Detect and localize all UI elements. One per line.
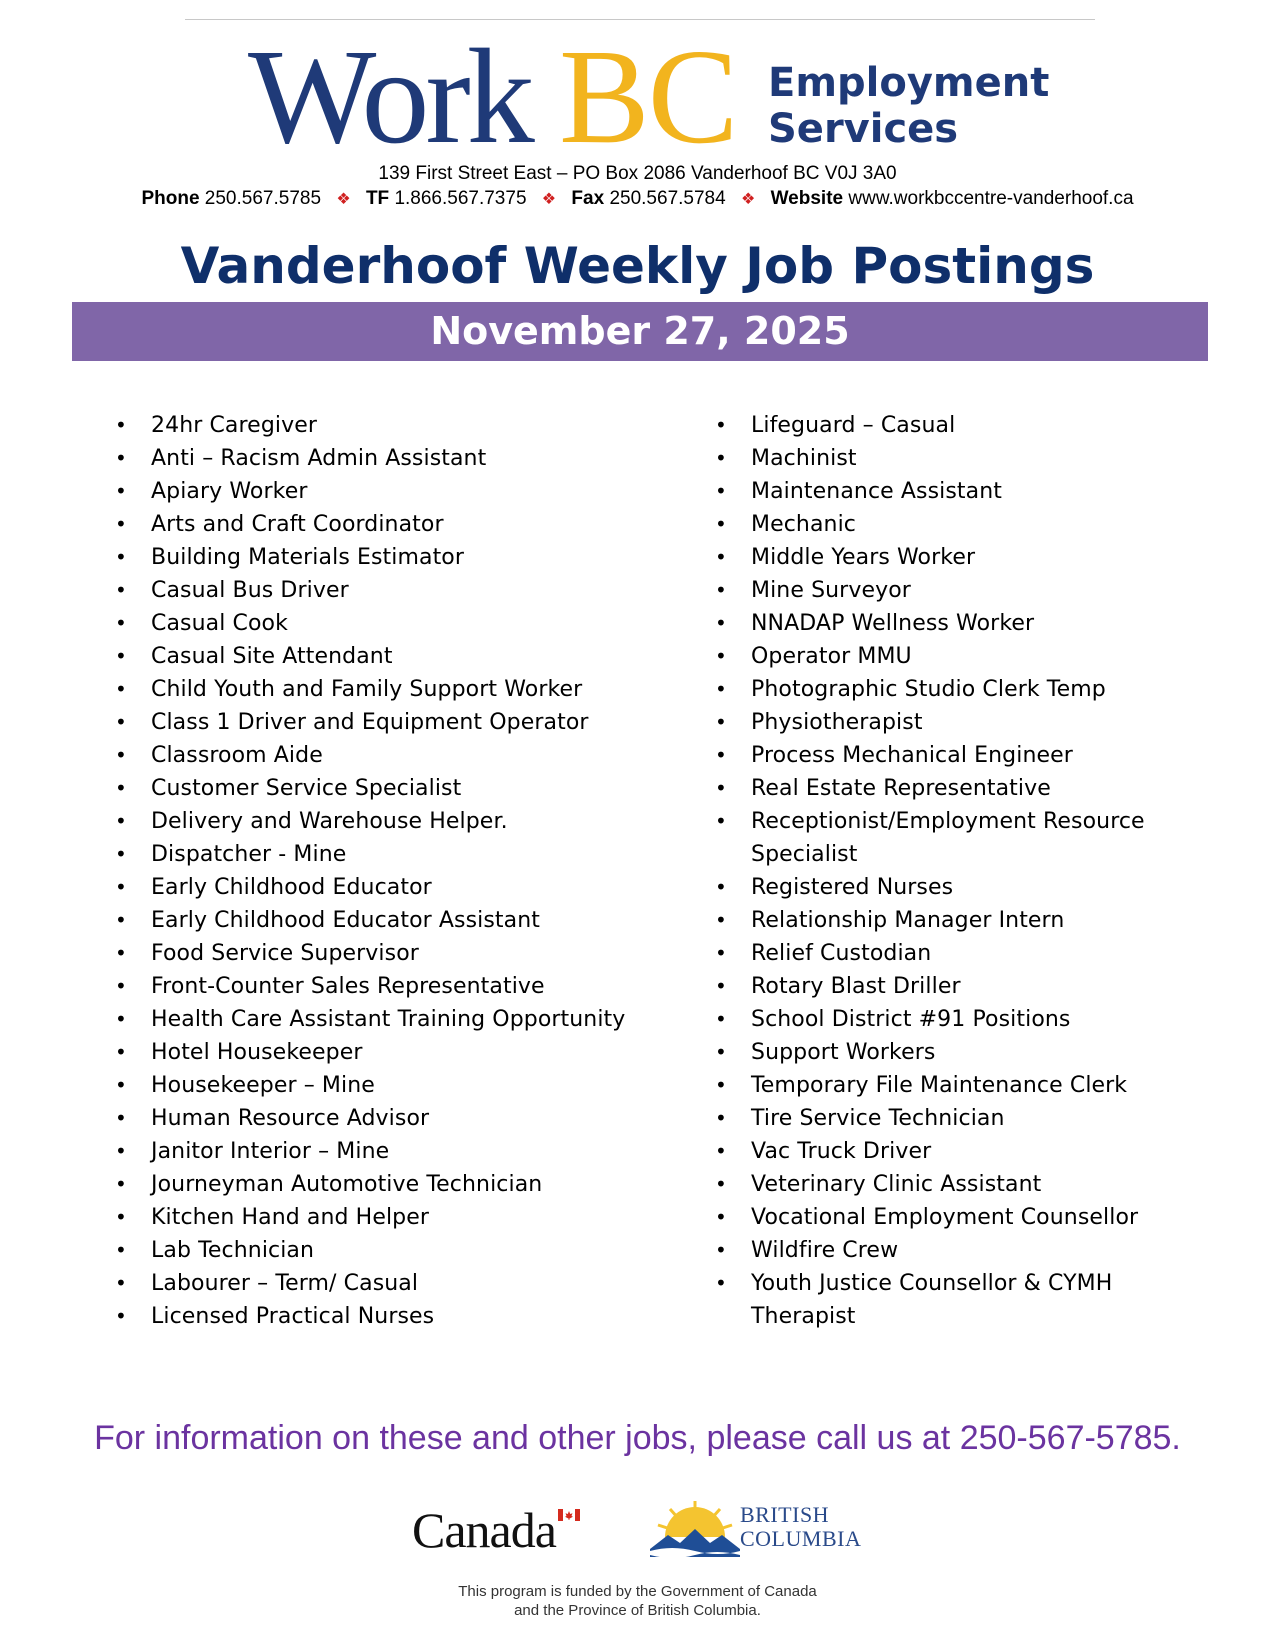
bc-wordmark-line1: BRITISH: [740, 1502, 830, 1527]
bullet-icon: •: [115, 1139, 127, 1163]
bullet-icon: •: [715, 677, 727, 701]
job-title: Tire Service Technician: [751, 1106, 1005, 1131]
job-item: [715, 1102, 1215, 1135]
bullet-icon: •: [715, 413, 727, 437]
bullet-icon: •: [115, 809, 127, 833]
job-title: Registered Nurses: [751, 875, 954, 900]
job-item: [715, 508, 1215, 541]
job-item: [115, 1102, 695, 1135]
bullet-icon: •: [115, 743, 127, 767]
job-title: Labourer – Term/ Casual: [151, 1271, 419, 1296]
job-title: Real Estate Representative: [751, 776, 1051, 801]
fax-label: Fax: [571, 188, 605, 209]
bullet-icon: •: [115, 1271, 127, 1295]
job-title: Casual Site Attendant: [151, 644, 393, 669]
job-title: Process Mechanical Engineer: [751, 743, 1073, 768]
bullet-icon: •: [115, 1106, 127, 1130]
job-item: [115, 574, 695, 607]
job-title: Building Materials Estimator: [151, 545, 465, 570]
job-item: [715, 574, 1215, 607]
bullet-icon: •: [115, 512, 127, 536]
job-title: 24hr Caregiver: [151, 413, 317, 438]
job-title: Rotary Blast Driller: [751, 974, 961, 999]
job-item: [115, 1003, 695, 1036]
job-item: [715, 607, 1215, 640]
bullet-icon: •: [715, 1271, 727, 1295]
job-title: Delivery and Warehouse Helper.: [151, 809, 508, 834]
bullet-icon: •: [115, 941, 127, 965]
bullet-icon: •: [115, 413, 127, 437]
job-item: [115, 1201, 695, 1234]
job-item: [715, 541, 1215, 574]
bullet-icon: •: [715, 1139, 727, 1163]
job-item: [715, 1267, 1215, 1333]
bullet-icon: •: [715, 512, 727, 536]
job-item: [115, 1036, 695, 1069]
job-item: [115, 1300, 695, 1333]
website-link[interactable]: www.workbccentre-vanderhoof.ca: [848, 188, 1134, 209]
job-item: [715, 442, 1215, 475]
bullet-icon: •: [715, 578, 727, 602]
job-item: [115, 1069, 695, 1102]
job-item: [115, 673, 695, 706]
footer-info: For information on these and other jobs, please call us at 250-567-5785.: [94, 1419, 1181, 1457]
bullet-icon: •: [115, 1007, 127, 1031]
job-item: [115, 937, 695, 970]
job-item: [115, 1135, 695, 1168]
job-title: Apiary Worker: [151, 479, 308, 504]
phone-label: Phone: [141, 188, 200, 209]
separator-icon: ❖: [336, 191, 351, 208]
job-title: Vac Truck Driver: [751, 1139, 932, 1164]
date-banner: [72, 302, 1208, 361]
job-title: Licensed Practical Nurses: [151, 1304, 435, 1329]
bullet-icon: •: [715, 1205, 727, 1229]
job-item: [115, 706, 695, 739]
job-title: Food Service Supervisor: [151, 941, 419, 966]
bullet-icon: •: [715, 1172, 727, 1196]
bullet-icon: •: [715, 1073, 727, 1097]
logo-work-text: Work: [248, 22, 531, 172]
canada-flag-icon: [558, 1509, 580, 1521]
bullet-icon: •: [715, 875, 727, 899]
job-title: Hotel Housekeeper: [151, 1040, 363, 1065]
job-item: [715, 409, 1215, 442]
job-title: Kitchen Hand and Helper: [151, 1205, 430, 1230]
bc-government-logo: [650, 1497, 870, 1563]
job-title: Lab Technician: [151, 1238, 315, 1263]
bullet-icon: •: [715, 446, 727, 470]
tf-number: 1.866.567.7375: [394, 188, 527, 209]
job-title: Janitor Interior – Mine: [151, 1139, 390, 1164]
bullet-icon: •: [115, 710, 127, 734]
logo-services-line: Services: [768, 106, 959, 152]
phone-number: 250.567.5785: [204, 188, 322, 209]
job-item: [715, 640, 1215, 673]
job-item: [715, 1135, 1215, 1168]
job-title: Dispatcher - Mine: [151, 842, 347, 867]
funding-note-line1: This program is funded by the Government of Canada: [458, 1583, 817, 1600]
bc-wordmark-line2: COLUMBIA: [740, 1526, 862, 1551]
bullet-icon: •: [115, 479, 127, 503]
job-title: Lifeguard – Casual: [751, 413, 956, 438]
job-item: [715, 1036, 1215, 1069]
job-title: Human Resource Advisor: [151, 1106, 430, 1131]
bullet-icon: •: [115, 578, 127, 602]
bullet-icon: •: [715, 974, 727, 998]
job-title: Temporary File Maintenance Clerk: [751, 1073, 1128, 1098]
job-title: Housekeeper – Mine: [151, 1073, 375, 1098]
job-item: [715, 739, 1215, 772]
job-item: [715, 772, 1215, 805]
bullet-icon: •: [715, 611, 727, 635]
bullet-icon: •: [115, 842, 127, 866]
job-item: [715, 475, 1215, 508]
job-item: [115, 805, 695, 838]
website-label: Website: [770, 188, 844, 209]
bullet-icon: •: [715, 644, 727, 668]
job-title: School District #91 Positions: [751, 1007, 1071, 1032]
bullet-icon: •: [115, 677, 127, 701]
job-title: Casual Bus Driver: [151, 578, 349, 603]
job-title: Customer Service Specialist: [151, 776, 462, 801]
bullet-icon: •: [115, 446, 127, 470]
bullet-icon: •: [715, 479, 727, 503]
bullet-icon: •: [715, 710, 727, 734]
canada-wordmark: Canada: [412, 1502, 556, 1558]
top-rule: [185, 19, 1095, 20]
bullet-icon: •: [115, 974, 127, 998]
job-item: [715, 1201, 1215, 1234]
bullet-icon: •: [115, 644, 127, 668]
job-title: Mechanic: [751, 512, 856, 537]
job-item: [715, 1003, 1215, 1036]
job-title: Relationship Manager Intern: [751, 908, 1065, 933]
job-item: [115, 442, 695, 475]
job-item: [715, 871, 1215, 904]
bullet-icon: •: [115, 545, 127, 569]
funding-note-line2: and the Province of British Columbia.: [514, 1602, 761, 1619]
job-item: [715, 706, 1215, 739]
job-item: [715, 1234, 1215, 1267]
job-item: [115, 739, 695, 772]
job-title: Physiotherapist: [751, 710, 923, 735]
job-title: Anti – Racism Admin Assistant: [151, 446, 487, 471]
bc-wordmark: [740, 1503, 861, 1551]
job-title: Vocational Employment Counsellor: [751, 1205, 1139, 1230]
logo-bc-text: BC: [559, 22, 737, 172]
job-item: [115, 772, 695, 805]
office-address: 139 First Street East – PO Box 2086 Vanderhoof BC V0J 3A0: [378, 163, 897, 184]
bullet-icon: •: [115, 776, 127, 800]
job-title: Operator MMU: [751, 644, 912, 669]
funding-note: [0, 1582, 1275, 1620]
job-title: Casual Cook: [151, 611, 288, 636]
job-item: [115, 607, 695, 640]
job-title: Veterinary Clinic Assistant: [751, 1172, 1042, 1197]
job-title: Early Childhood Educator: [151, 875, 432, 900]
separator-icon: ❖: [541, 191, 557, 208]
bullet-icon: •: [115, 908, 127, 932]
job-list-right: [715, 409, 1215, 1333]
job-title: Wildfire Crew: [751, 1238, 899, 1263]
job-item: [715, 1168, 1215, 1201]
job-item: [115, 508, 695, 541]
job-item: [115, 1168, 695, 1201]
bullet-icon: •: [115, 1040, 127, 1064]
job-item: [715, 937, 1215, 970]
bullet-icon: •: [715, 1106, 727, 1130]
bullet-icon: •: [715, 809, 727, 833]
job-title: Youth Justice Counsellor & CYMH Therapist: [751, 1271, 1113, 1329]
job-title: Mine Surveyor: [751, 578, 911, 603]
job-title: Classroom Aide: [151, 743, 323, 768]
job-item: [115, 541, 695, 574]
page-title: Vanderhoof Weekly Job Postings: [180, 237, 1095, 295]
bullet-icon: •: [715, 908, 727, 932]
bullet-icon: •: [115, 1238, 127, 1262]
separator-icon: ❖: [740, 191, 756, 208]
job-item: [115, 475, 695, 508]
job-title: Class 1 Driver and Equipment Operator: [151, 710, 589, 735]
job-list-left: [115, 409, 695, 1333]
job-item: [115, 970, 695, 1003]
job-title: Child Youth and Family Support Worker: [151, 677, 583, 702]
logo-employment-line: Employment: [768, 60, 1050, 106]
bullet-icon: •: [715, 1238, 727, 1262]
job-item: [715, 904, 1215, 937]
job-item: [115, 409, 695, 442]
job-title: Support Workers: [751, 1040, 936, 1065]
bullet-icon: •: [715, 743, 727, 767]
job-item: [115, 1267, 695, 1300]
bullet-icon: •: [115, 1073, 127, 1097]
job-title: NNADAP Wellness Worker: [751, 611, 1035, 636]
bc-sun-mountain-icon: [650, 1497, 740, 1563]
job-item: [115, 871, 695, 904]
job-title: Relief Custodian: [751, 941, 932, 966]
workbc-logo: [248, 22, 1050, 172]
bullet-icon: •: [715, 1040, 727, 1064]
tf-label: TF: [365, 188, 390, 209]
bullet-icon: •: [115, 1205, 127, 1229]
fax-number: 250.567.5784: [609, 188, 726, 209]
job-title: Front-Counter Sales Representative: [151, 974, 545, 999]
job-item: [715, 673, 1215, 706]
job-title: Machinist: [751, 446, 857, 471]
bullet-icon: •: [115, 875, 127, 899]
bullet-icon: •: [115, 1172, 127, 1196]
job-title: Health Care Assistant Training Opportunity: [151, 1007, 626, 1032]
bullet-icon: •: [115, 611, 127, 635]
bullet-icon: •: [715, 545, 727, 569]
job-title: Receptionist/Employment Resource Specialist: [751, 809, 1145, 867]
contact-line: [0, 188, 1275, 211]
job-item: [115, 640, 695, 673]
bullet-icon: •: [715, 776, 727, 800]
bullet-icon: •: [115, 1304, 127, 1328]
logo-employment-services: [768, 60, 1049, 152]
job-item: [115, 904, 695, 937]
job-item: [115, 1234, 695, 1267]
job-title: Early Childhood Educator Assistant: [151, 908, 541, 933]
bullet-icon: •: [715, 941, 727, 965]
posting-date: November 27, 2025: [430, 309, 850, 353]
job-title: Arts and Craft Coordinator: [151, 512, 444, 537]
job-item: [715, 805, 1215, 871]
job-item: [715, 1069, 1215, 1102]
job-title: Maintenance Assistant: [751, 479, 1002, 504]
job-item: [115, 838, 695, 871]
job-title: Photographic Studio Clerk Temp: [751, 677, 1106, 702]
job-item: [715, 970, 1215, 1003]
bullet-icon: •: [715, 1007, 727, 1031]
job-title: Middle Years Worker: [751, 545, 976, 570]
job-title: Journeyman Automotive Technician: [151, 1172, 543, 1197]
